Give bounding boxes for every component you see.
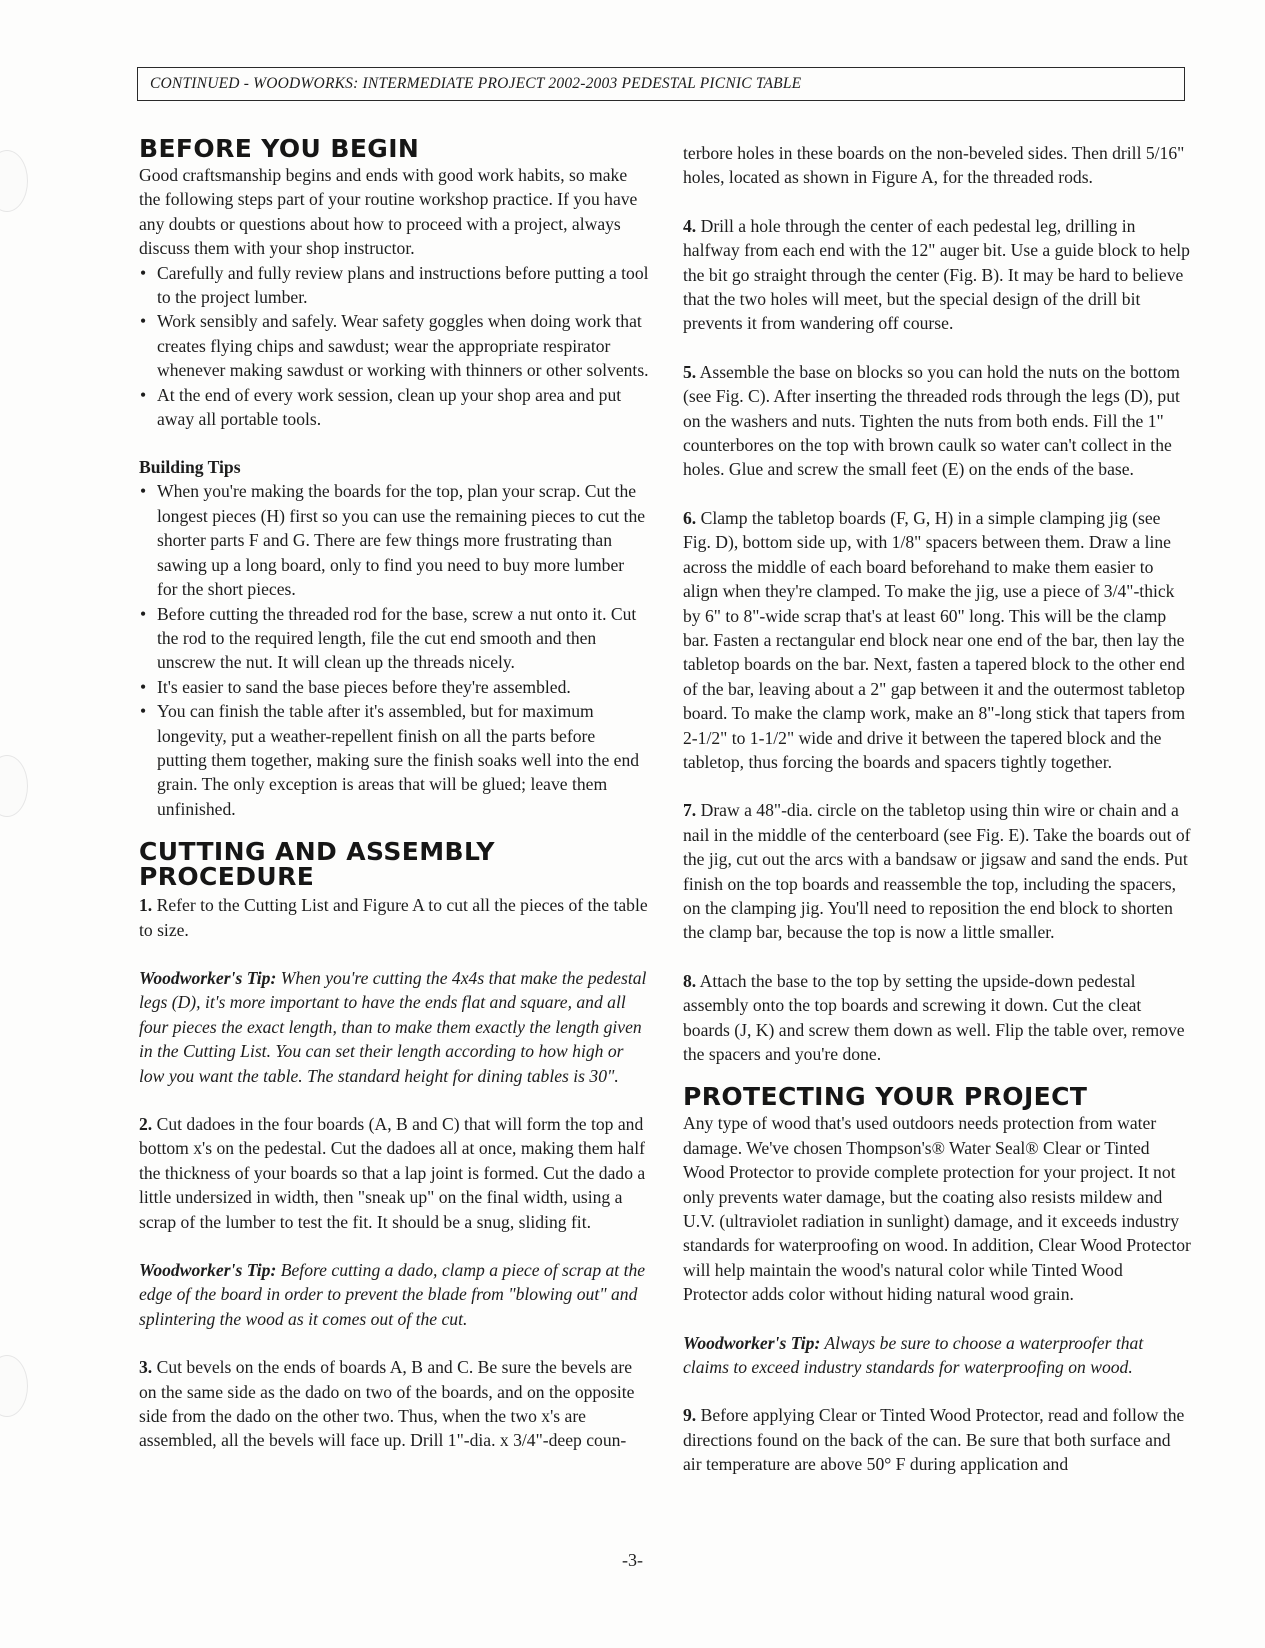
step-2 — [139, 1112, 649, 1234]
list-item: • Work sensibly and safely. Wear safety goggles when doing work that creates flying chips and sawdust; wear the appropriate respirator whenever making sawdust or working with thinners or other solvents. — [139, 309, 649, 382]
step-text: Assemble the base on blocks so you can hold the nuts on the bottom (see Fig. C). After inserting the threaded rods through the legs (D), put on the washers and nuts. Tighten the nuts from both ends. Fill the 1" counterbores on the top with brown caulk so water can't collect in the holes. Glue and screw the small feet (E) on the ends of the base. — [683, 361, 1180, 480]
step-number: 9. — [683, 1405, 697, 1426]
step-text: Drill a hole through the center of each pedestal leg, drilling in halfway from each end with the 12" auger bit. Use a guide block to help the bit go straight through the center (Fig. B). It may be hard to believe that the two holes will meet, but the special design of the drill bit prevents it from wandering off course. — [683, 215, 1190, 334]
woodworker-tip-2 — [139, 1258, 649, 1331]
page-number: -3- — [622, 1550, 643, 1570]
step-number: 4. — [683, 215, 697, 236]
list-item: • Before cutting the threaded rod for the base, screw a nut onto it. Cut the rod to the required length, file the cut end smooth and then unscrew the nut. It will clean up the threads nicely. — [139, 602, 649, 675]
step-number: 5. — [683, 361, 697, 382]
step-5 — [683, 360, 1191, 482]
step-number: 7. — [683, 800, 697, 821]
step-3-continued: terbore holes in these boards on the non-beveled sides. Then drill 5/16" holes, located as shown in Figure A, for the threaded rods. — [683, 143, 1185, 188]
tip-label: Woodworker's Tip: — [683, 1332, 821, 1353]
step-text: Before applying Clear or Tinted Wood Protector, read and follow the directions found on the back of the can. Be sure that both surface and air temperature are above 50° F during application and — [683, 1405, 1185, 1475]
woodworker-tip-1 — [139, 966, 649, 1088]
step-text: Refer to the Cutting List and Figure A to cut all the pieces of the table to size. — [139, 895, 648, 940]
list-item: • At the end of every work session, clean up your shop area and put away all portable tools. — [139, 383, 649, 432]
tip-text: Before cutting a dado, clamp a piece of scrap at the edge of the board in order to prevent the blade from "blowing out" and splintering the wood as it comes out of the cut. — [139, 1260, 646, 1329]
list-item: • It's easier to sand the base pieces before they're assembled. — [139, 675, 649, 699]
list-item: • Carefully and fully review plans and instructions before putting a tool to the project lumber. — [139, 261, 649, 310]
left-column — [139, 136, 649, 1453]
right-column — [683, 141, 1191, 1477]
step-8 — [683, 969, 1191, 1067]
step-7 — [683, 798, 1191, 944]
tip-label: Woodworker's Tip: — [139, 967, 277, 988]
step-6 — [683, 506, 1191, 774]
binder-hole — [0, 150, 28, 212]
running-header-text: CONTINUED - WOODWORKS: INTERMEDIATE PROJECT 2002-2003 PEDESTAL PICNIC TABLE — [150, 75, 802, 92]
cutting-heading-line1: CUTTING AND ASSEMBLY — [139, 837, 495, 867]
cutting-heading — [139, 837, 649, 892]
step-text: Draw a 48"-dia. circle on the tabletop using thin wire or chain and a nail in the middle of the centerboard (see Fig. E). Take the boards out of the jig, cut out the arcs with a bandsaw or jigsaw and sand the ends. Put finish on the top boards and reassemble the top, including the spacers, on the clamping jig. You'll need to reposition the end block to shorten the clamp bar, because the top is now a little smaller. — [683, 800, 1191, 943]
before-you-begin-heading: BEFORE YOU BEGIN — [139, 134, 420, 163]
step-9 — [683, 1403, 1191, 1476]
running-header — [137, 67, 1185, 101]
binder-hole — [0, 755, 28, 817]
step-text: Cut dadoes in the four boards (A, B and C) that will form the top and bottom x's on the pedestal. Cut the dadoes all at once, making them half the thickness of your boards so that a lap joint is formed. Cut the dado a little undersized in width, then "sneak up" on the final width, using a scrap of the lumber to test the fit. It should be a snug, sliding fit. — [139, 1114, 646, 1232]
step-text: Clamp the tabletop boards (F, G, H) in a simple clamping jig (see Fig. D), bottom side up, with 1/8" spacers between them. Draw a line across the middle of each board beforehand to make them easier to align when they're clamped. To make the jig, use a piece of 3/4"-thick by 6" to 8"-wide scrap that's at least 60" long. This will be the clamp bar. Fasten a rectangular end block near one end of the bar, then lay the tabletop boards on the bar. Next, fasten a tapered block to the other end of the bar, leaving about a 2" gap between it and the outermost tabletop board. To make the clamp work, make an 8"-long stick that tapers from 2-1/2" to 1-1/2" wide and drive it between the tapered block and the tabletop, thus forcing the boards and spacers tightly together. — [683, 507, 1186, 772]
step-text: Cut bevels on the ends of boards A, B and C. Be sure the bevels are on the same side as the dado on two of the boards, and on the opposite side from the dado on the other two. Thus, when the two x's are assembled, all the bevels will face up. Drill 1"-dia. x 3/4"-deep coun- — [139, 1357, 635, 1451]
protecting-heading: PROTECTING YOUR PROJECT — [683, 1082, 1088, 1112]
list-item: • You can finish the table after it's assembled, but for maximum longevity, put a weather-repellent finish on all the parts before putting them together, making sure the finish soaks well into the end grain. The only exception is areas that will be glued; leave them unfinished. — [139, 699, 649, 821]
binder-hole — [0, 1355, 28, 1417]
building-tips-list — [139, 479, 649, 821]
step-text: Attach the base to the top by setting the upside-down pedestal assembly onto the top boards and screwing it down. Cut the cleat boards (J, K) and screw them down as well. Flip the table over, remove the spacers and you're done. — [683, 970, 1185, 1064]
woodworker-tip-3 — [683, 1331, 1191, 1380]
tip-text: When you're cutting the 4x4s that make the pedestal legs (D), it's more important to have the ends flat and square, and all four pieces the exact length, than to make them exactly the length given in the Cutting List. You can set their length according to how high or low you want the table. The standard height for dining tables is 30". — [139, 967, 647, 1086]
list-item: • When you're making the boards for the top, plan your scrap. Cut the longest pieces (H) first so you can use the remaining pieces to cut the shorter parts F and G. There are few things more frustrating than sawing up a long board, only to find you need to buy more lumber for the short pieces. — [139, 479, 649, 601]
step-number: 2. — [139, 1114, 153, 1134]
protecting-body: Any type of wood that's used outdoors needs protection from water damage. We've chosen Thompson's® Water Seal® Clear or Tinted Wood Protector to provide complete protection for your project. It not only prevents water damage, but the coating also resists mildew and U.V. (ultraviolet radiation in sunlight) damage, and it exceeds industry standards for waterproofing on wood. In addition, Clear Wood Protector will help maintain the wood's natural color while Tinted Wood Protector adds color without hiding natural wood grain. — [683, 1113, 1191, 1305]
tip-label: Woodworker's Tip: — [139, 1260, 277, 1281]
step-4 — [683, 214, 1191, 336]
step-number: 6. — [683, 507, 697, 528]
before-you-begin-intro: Good craftsmanship begins and ends with good work habits, so make the following steps part of your routine workshop practice. If you have any doubts or questions about how to proceed with a project, always discuss them with your shop instructor. — [139, 165, 638, 259]
building-tips-heading: Building Tips — [139, 457, 241, 478]
step-1 — [139, 893, 649, 942]
cutting-heading-line2: PROCEDURE — [139, 862, 315, 892]
step-number: 8. — [683, 970, 697, 991]
step-number: 1. — [139, 895, 153, 916]
before-you-begin-list — [139, 261, 649, 432]
tip-text: Always be sure to choose a waterproofer that claims to exceed industry standards for waterproofing on wood. — [683, 1332, 1144, 1378]
step-number: 3. — [139, 1357, 153, 1378]
step-3 — [139, 1355, 649, 1453]
